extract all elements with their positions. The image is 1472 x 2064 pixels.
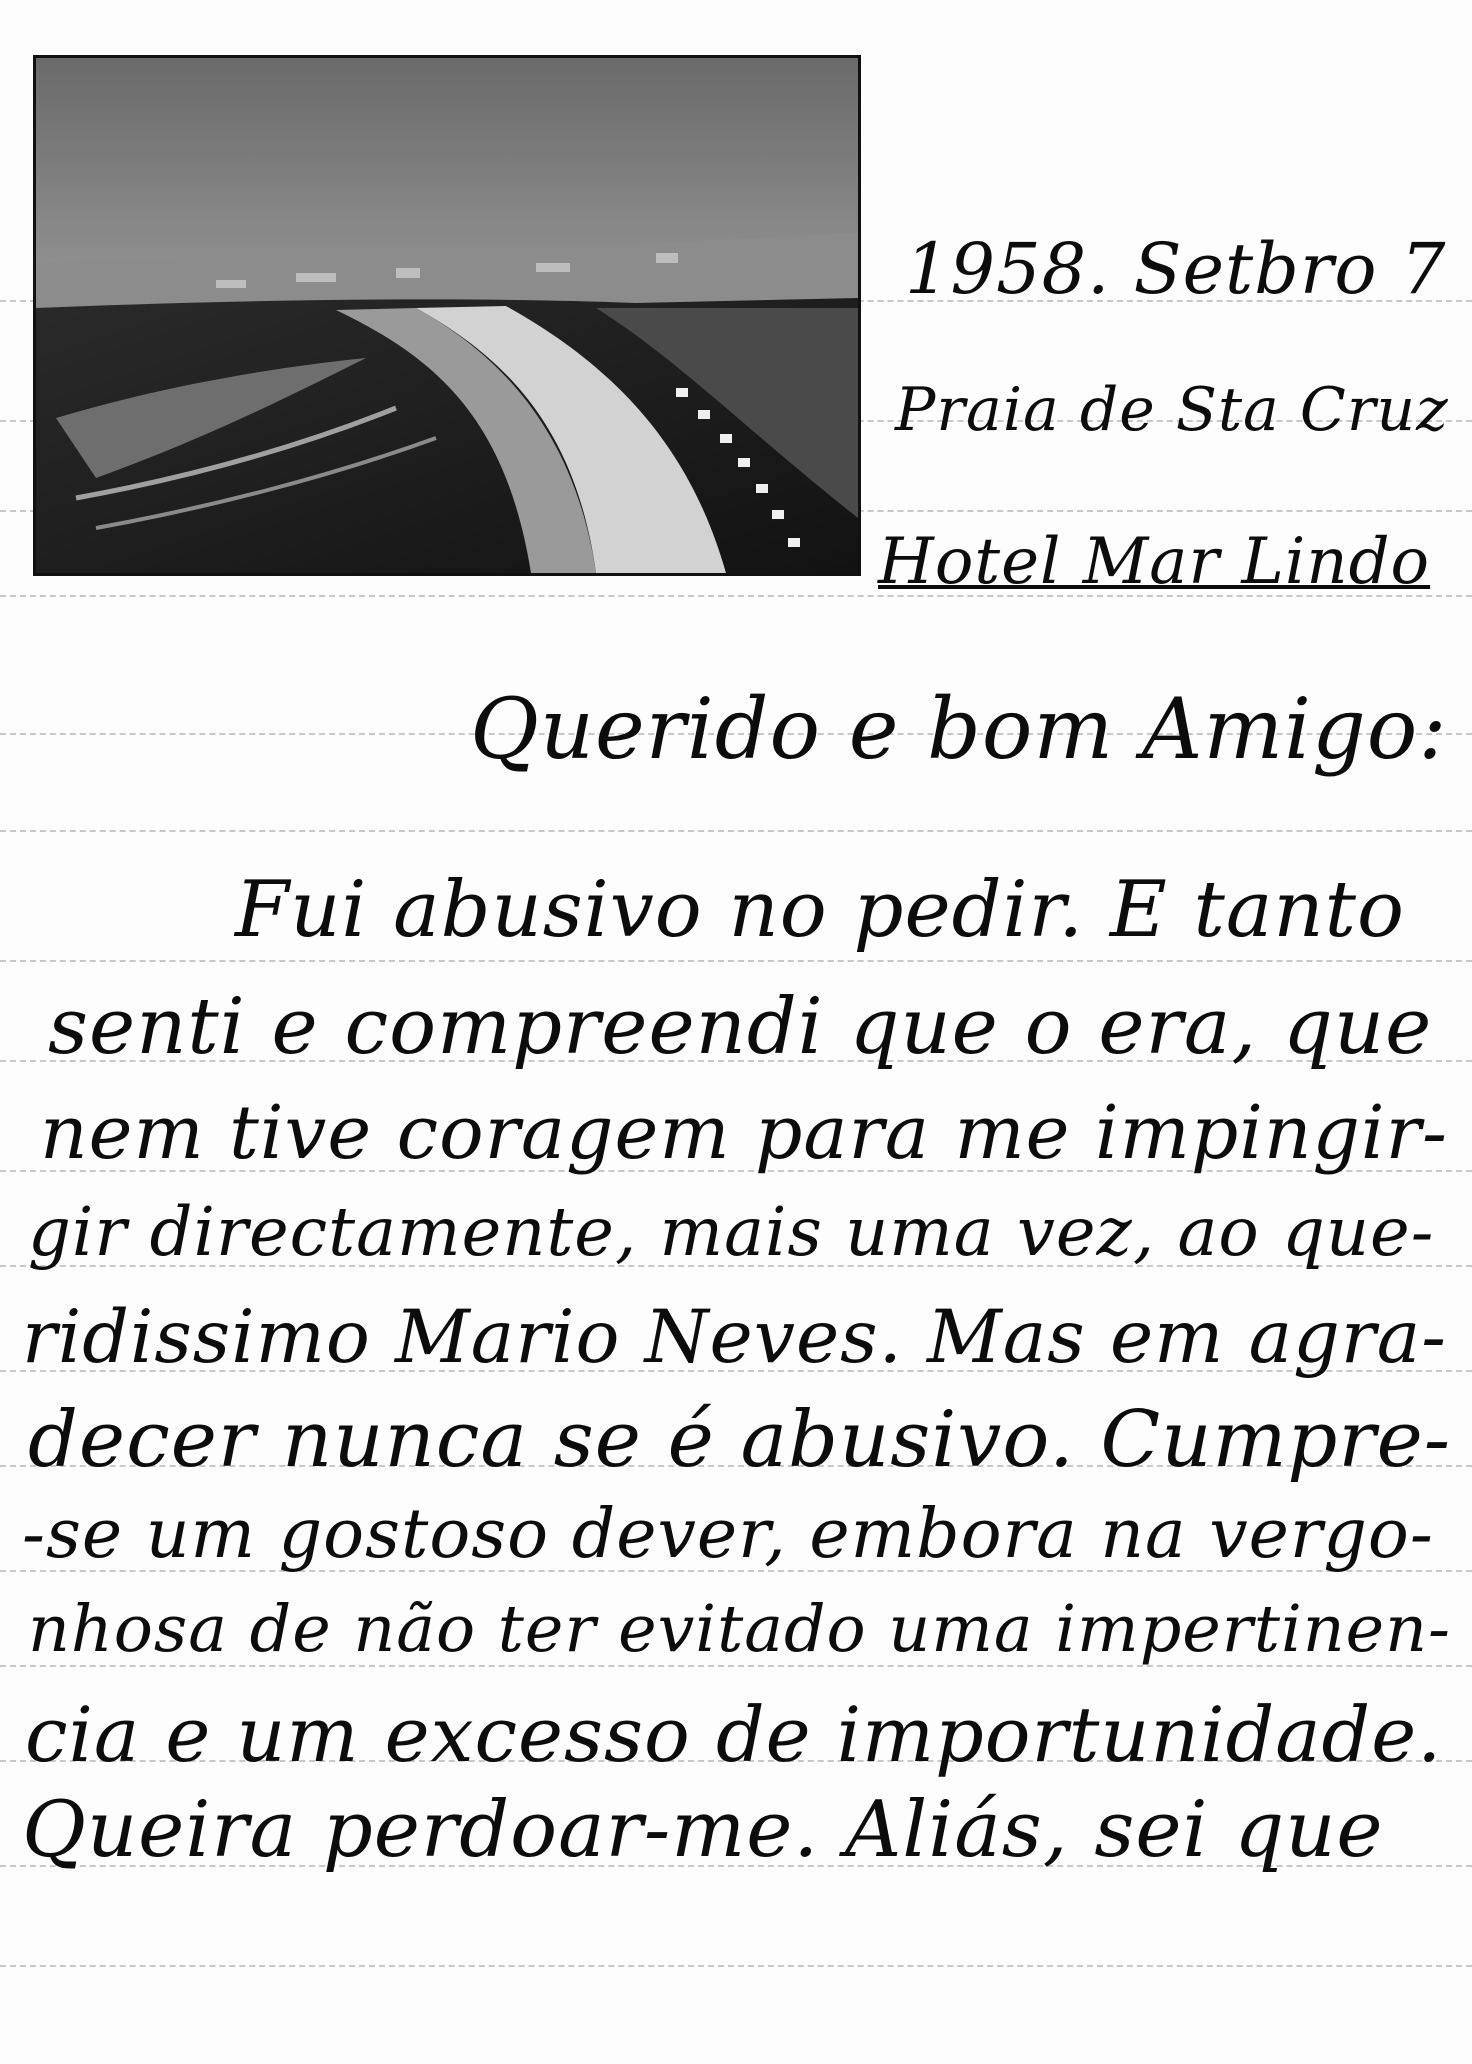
letter-place: Praia de Sta Cruz bbox=[895, 375, 1449, 445]
ruled-line bbox=[0, 830, 1472, 832]
body-line: -se um gostoso dever, embora na vergo- bbox=[22, 1495, 1434, 1574]
body-line: ridissimo Mario Neves. Mas em agra- bbox=[22, 1295, 1447, 1380]
body-line: cia e um excesso de importunidade. bbox=[25, 1690, 1443, 1779]
body-line: nhosa de não ter evitado uma impertinen- bbox=[28, 1592, 1451, 1667]
body-line: Queira perdoar-me. Aliás, sei que bbox=[22, 1785, 1384, 1875]
salutation: Querido e bom Amigo: bbox=[470, 680, 1448, 778]
letter-hotel: Hotel Mar Lindo bbox=[878, 525, 1431, 599]
body-line: Fui abusivo no pedir. E tanto bbox=[235, 865, 1405, 955]
letter-date: 1958. Setbro 7 bbox=[905, 228, 1447, 310]
body-line: gir directamente, mais uma vez, ao que- bbox=[28, 1193, 1435, 1271]
body-line: senti e compreendi que o era, que bbox=[48, 982, 1433, 1072]
body-line: decer nunca se é abusivo. Cumpre- bbox=[28, 1395, 1452, 1485]
ruled-line bbox=[0, 960, 1472, 962]
beach-photograph bbox=[33, 55, 861, 576]
body-line: nem tive coragem para me impingir- bbox=[40, 1090, 1448, 1176]
ruled-line bbox=[0, 1965, 1472, 1967]
beach-scene-image bbox=[36, 58, 858, 573]
